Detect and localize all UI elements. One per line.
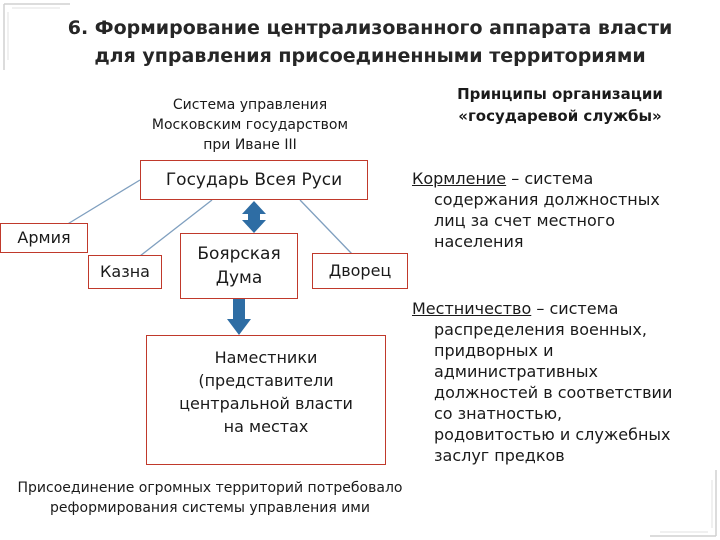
- armiya-label: Армия: [17, 228, 71, 247]
- box-armiya: [0, 223, 88, 253]
- namestniki-line-1: Наместники: [214, 348, 318, 367]
- mestnichestvo-line-2: распределения военных,: [434, 320, 647, 339]
- kormlenie-line-2: содержания должностных: [434, 190, 660, 209]
- footnote-line-1: Присоединение огромных территорий потребовало: [17, 480, 403, 496]
- arrow-head-down-namest: [227, 319, 251, 335]
- footnote-line-2: реформирования системы управления ими: [50, 500, 370, 516]
- principles-line-1: Принципы организации: [457, 85, 663, 103]
- kazna-label: Казна: [100, 262, 150, 281]
- system-label-line-2: Московским государством: [151, 117, 349, 133]
- mestnichestvo-line-4: административных: [434, 362, 598, 381]
- kormlenie-line-3: лиц за счет местного: [434, 211, 615, 230]
- footnote: [0, 478, 420, 518]
- mestnichestvo-line-5: должностей в соответствии: [434, 383, 673, 402]
- arrow-shaft-duma-namest: [233, 299, 245, 321]
- kormlenie-rest: – система: [506, 169, 594, 188]
- mestnichestvo-first-line: [412, 298, 712, 319]
- principles-line-2: «государевой службы»: [458, 107, 662, 125]
- box-namestniki: [146, 335, 386, 465]
- arrow-head-down-duma: [242, 220, 266, 233]
- kormlenie-line-4: населения: [434, 232, 524, 251]
- box-gosudar: [140, 160, 368, 200]
- mestnichestvo-line-8: заслуг предков: [434, 446, 565, 465]
- dvorets-label: Дворец: [328, 261, 392, 280]
- mestnichestvo-term: Местничество: [412, 299, 532, 318]
- title-line-2: для управления присоединенными территориями: [94, 45, 646, 67]
- duma-line-1: Боярская: [197, 244, 281, 264]
- mestnichestvo-line-7: родовитостью и служебных: [434, 425, 671, 444]
- box-kazna: [88, 255, 162, 289]
- mestnichestvo-line-3: придворных и: [434, 341, 554, 360]
- mestnichestvo-rest: – система: [531, 299, 619, 318]
- definition-kormlenie: [412, 168, 712, 252]
- duma-line-2: Дума: [215, 268, 263, 288]
- box-boyarskaya-duma: [180, 233, 298, 299]
- connector-gosudar-armiya: [66, 180, 140, 225]
- box-dvorets: [312, 253, 408, 289]
- gosudar-label: Государь Всея Руси: [165, 170, 343, 190]
- namestniki-line-4: на местах: [223, 417, 309, 436]
- definition-mestnichestvo: [412, 298, 712, 466]
- title-line-1: 6. Формирование централизованного аппарата власти: [67, 17, 673, 39]
- namestniki-line-2: (представители: [198, 371, 334, 390]
- namestniki-line-3: центральной власти: [179, 394, 353, 413]
- connector-gosudar-dvorets: [300, 200, 352, 254]
- mestnichestvo-line-6: со знатностью,: [434, 404, 563, 423]
- kormlenie-term: Кормление: [412, 169, 507, 188]
- system-label-line-3: при Иване III: [203, 137, 297, 153]
- system-label-line-1: Система управления: [172, 97, 328, 113]
- kormlenie-first-line: [412, 168, 712, 189]
